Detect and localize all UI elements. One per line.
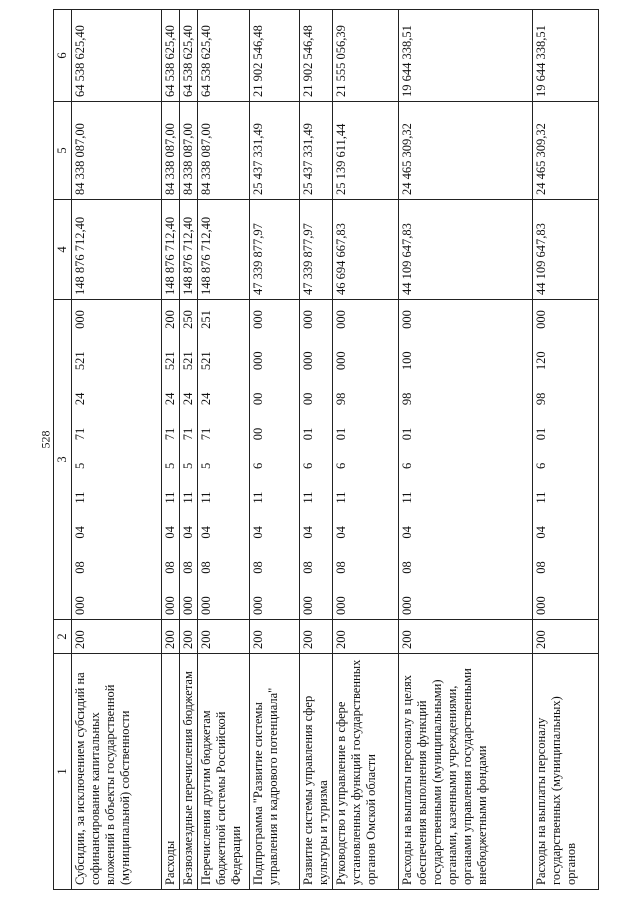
code-part: 71 (199, 427, 213, 441)
code-part: 24 (199, 392, 213, 406)
table-row (399, 10, 533, 890)
code-part: 000 (334, 596, 348, 615)
row-code (399, 300, 533, 620)
code-part: 000 (400, 310, 414, 329)
code-part: 00 (301, 392, 315, 406)
row-value-col4: 148 876 712,40 (162, 200, 180, 300)
code-part: 521 (199, 351, 213, 371)
code-part: 000 (301, 596, 315, 615)
row-value-col5: 25 437 331,49 (250, 102, 300, 200)
row-value-col4: 47 339 877,97 (250, 200, 300, 300)
header-cell: 4 (54, 200, 72, 300)
code-part: 04 (251, 526, 265, 539)
code-part: 000 (301, 310, 315, 329)
code-part: 04 (400, 526, 414, 539)
code-part: 08 (73, 561, 87, 574)
code-part: 04 (301, 526, 315, 539)
row-col2: 200 (198, 620, 250, 654)
code-part: 521 (73, 351, 87, 371)
row-value-col6: 19 644 338,51 (399, 10, 533, 102)
header-row (54, 10, 72, 890)
code-part: 000 (251, 596, 265, 615)
row-value-col5: 24 465 309,32 (399, 102, 533, 200)
code-part: 71 (181, 427, 195, 441)
row-name: Расходы на выплаты персоналу государственных (муниципальных) органов (533, 654, 599, 890)
code-part: 04 (334, 526, 348, 539)
row-value-col6: 21 555 056,39 (333, 10, 399, 102)
code-part: 11 (400, 491, 414, 504)
budget-table-rotated (53, 10, 640, 890)
code-part: 120 (534, 351, 548, 371)
code-part: 01 (534, 427, 548, 441)
table-row (333, 10, 399, 890)
table-row (72, 10, 162, 890)
row-code (533, 300, 599, 620)
row-name: Подпрограмма "Развитие системы управления и кадрового потенциала" (250, 654, 300, 890)
row-value-col6: 64 538 625,40 (72, 10, 162, 102)
code-part: 04 (199, 526, 213, 539)
row-value-col4: 46 694 667,83 (333, 200, 399, 300)
code-part: 01 (301, 427, 315, 441)
code-part: 11 (251, 491, 265, 504)
code-part: 521 (163, 351, 177, 371)
code-part: 04 (163, 526, 177, 539)
row-name: Перечисления другим бюджетам бюджетной системы Российской Федерации (198, 654, 250, 890)
code-part: 11 (163, 491, 177, 504)
row-value-col5: 24 465 309,32 (533, 102, 599, 200)
code-part: 000 (334, 310, 348, 329)
row-code (180, 300, 198, 620)
row-value-col4: 44 109 647,83 (399, 200, 533, 300)
row-name: Расходы на выплаты персоналу в целях обеспечения выполнения функций государственными (муниципальными) органами, казенными учреждениями, органами управления государственными внебюджетными фондами (399, 654, 533, 890)
code-part: 000 (400, 596, 414, 615)
row-col2: 200 (180, 620, 198, 654)
row-value-col5: 84 338 087,00 (72, 102, 162, 200)
code-part: 000 (181, 596, 195, 615)
code-part: 24 (73, 392, 87, 406)
row-value-col4: 148 876 712,40 (72, 200, 162, 300)
code-part: 98 (400, 392, 414, 406)
row-col2: 200 (250, 620, 300, 654)
code-part: 08 (301, 561, 315, 574)
table-row (300, 10, 333, 890)
code-part: 08 (163, 561, 177, 574)
code-part: 00 (251, 427, 265, 441)
code-part: 04 (534, 526, 548, 539)
code-part: 00 (251, 392, 265, 406)
code-part: 08 (334, 561, 348, 574)
row-value-col4: 148 876 712,40 (198, 200, 250, 300)
row-value-col6: 64 538 625,40 (180, 10, 198, 102)
code-part: 5 (163, 462, 177, 470)
code-part: 01 (334, 427, 348, 441)
code-part: 08 (181, 561, 195, 574)
code-part: 98 (334, 392, 348, 406)
code-part: 251 (199, 310, 213, 329)
row-code (333, 300, 399, 620)
code-part: 000 (534, 596, 548, 615)
row-value-col4: 148 876 712,40 (180, 200, 198, 300)
code-part: 6 (400, 462, 414, 470)
row-code (198, 300, 250, 620)
row-value-col6: 21 902 546,48 (300, 10, 333, 102)
row-code (72, 300, 162, 620)
table-row (162, 10, 180, 890)
code-part: 24 (163, 392, 177, 406)
table-row (533, 10, 599, 890)
row-value-col6: 19 644 338,51 (533, 10, 599, 102)
code-part: 000 (534, 310, 548, 329)
code-part: 000 (73, 596, 87, 615)
row-name: Субсидии, за исключением субсидий на софинансирование капитальных вложений в объекты государственной (муниципальной) собственности (72, 654, 162, 890)
table-row (180, 10, 198, 890)
code-part: 000 (199, 596, 213, 615)
table-row (198, 10, 250, 890)
row-col2: 200 (333, 620, 399, 654)
code-part: 000 (163, 596, 177, 615)
code-part: 71 (163, 427, 177, 441)
row-code (250, 300, 300, 620)
row-name: Расходы (162, 654, 180, 890)
budget-table (53, 9, 599, 890)
code-part: 11 (334, 491, 348, 504)
header-cell: 5 (54, 102, 72, 200)
row-value-col5: 84 338 087,00 (162, 102, 180, 200)
row-col2: 200 (533, 620, 599, 654)
row-value-col6: 64 538 625,40 (162, 10, 180, 102)
header-cell: 1 (54, 654, 72, 890)
table-row (250, 10, 300, 890)
code-part: 5 (199, 462, 213, 470)
row-value-col6: 64 538 625,40 (198, 10, 250, 102)
code-part: 24 (181, 392, 195, 406)
row-code (300, 300, 333, 620)
row-col2: 200 (162, 620, 180, 654)
code-part: 6 (334, 462, 348, 470)
code-part: 08 (534, 561, 548, 574)
row-code (162, 300, 180, 620)
row-col2: 200 (72, 620, 162, 654)
code-part: 01 (400, 427, 414, 441)
code-part: 71 (73, 427, 87, 441)
code-part: 200 (163, 310, 177, 329)
header-cell: 3 (54, 300, 72, 620)
code-part: 11 (199, 491, 213, 504)
code-part: 08 (251, 561, 265, 574)
code-part: 100 (400, 351, 414, 371)
row-value-col5: 25 139 611,44 (333, 102, 399, 200)
page-number: 528 (38, 430, 53, 449)
row-col2: 200 (399, 620, 533, 654)
code-part: 04 (181, 526, 195, 539)
code-part: 6 (251, 462, 265, 470)
code-part: 000 (301, 351, 315, 371)
row-value-col6: 21 902 546,48 (250, 10, 300, 102)
code-part: 000 (251, 351, 265, 371)
header-cell: 2 (54, 620, 72, 654)
row-value-col5: 84 338 087,00 (198, 102, 250, 200)
row-name: Развитие системы управления сфер культуры и туризма (300, 654, 333, 890)
code-part: 000 (334, 351, 348, 371)
row-col2: 200 (300, 620, 333, 654)
row-value-col4: 44 109 647,83 (533, 200, 599, 300)
row-value-col5: 84 338 087,00 (180, 102, 198, 200)
code-part: 11 (73, 491, 87, 504)
code-part: 521 (181, 351, 195, 371)
code-part: 04 (73, 526, 87, 539)
code-part: 08 (400, 561, 414, 574)
code-part: 5 (181, 462, 195, 470)
code-part: 11 (534, 491, 548, 504)
code-part: 6 (534, 462, 548, 470)
code-part: 11 (181, 491, 195, 504)
row-value-col4: 47 339 877,97 (300, 200, 333, 300)
code-part: 000 (73, 310, 87, 329)
code-part: 11 (301, 491, 315, 504)
code-part: 08 (199, 561, 213, 574)
code-part: 98 (534, 392, 548, 406)
row-name: Руководство и управление в сфере установленных функций государственных органов Омской области (333, 654, 399, 890)
code-part: 000 (251, 310, 265, 329)
code-part: 5 (73, 462, 87, 470)
row-name: Безвозмездные перечисления бюджетам (180, 654, 198, 890)
row-value-col5: 25 437 331,49 (300, 102, 333, 200)
code-part: 6 (301, 462, 315, 470)
header-cell: 6 (54, 10, 72, 102)
code-part: 250 (181, 310, 195, 329)
